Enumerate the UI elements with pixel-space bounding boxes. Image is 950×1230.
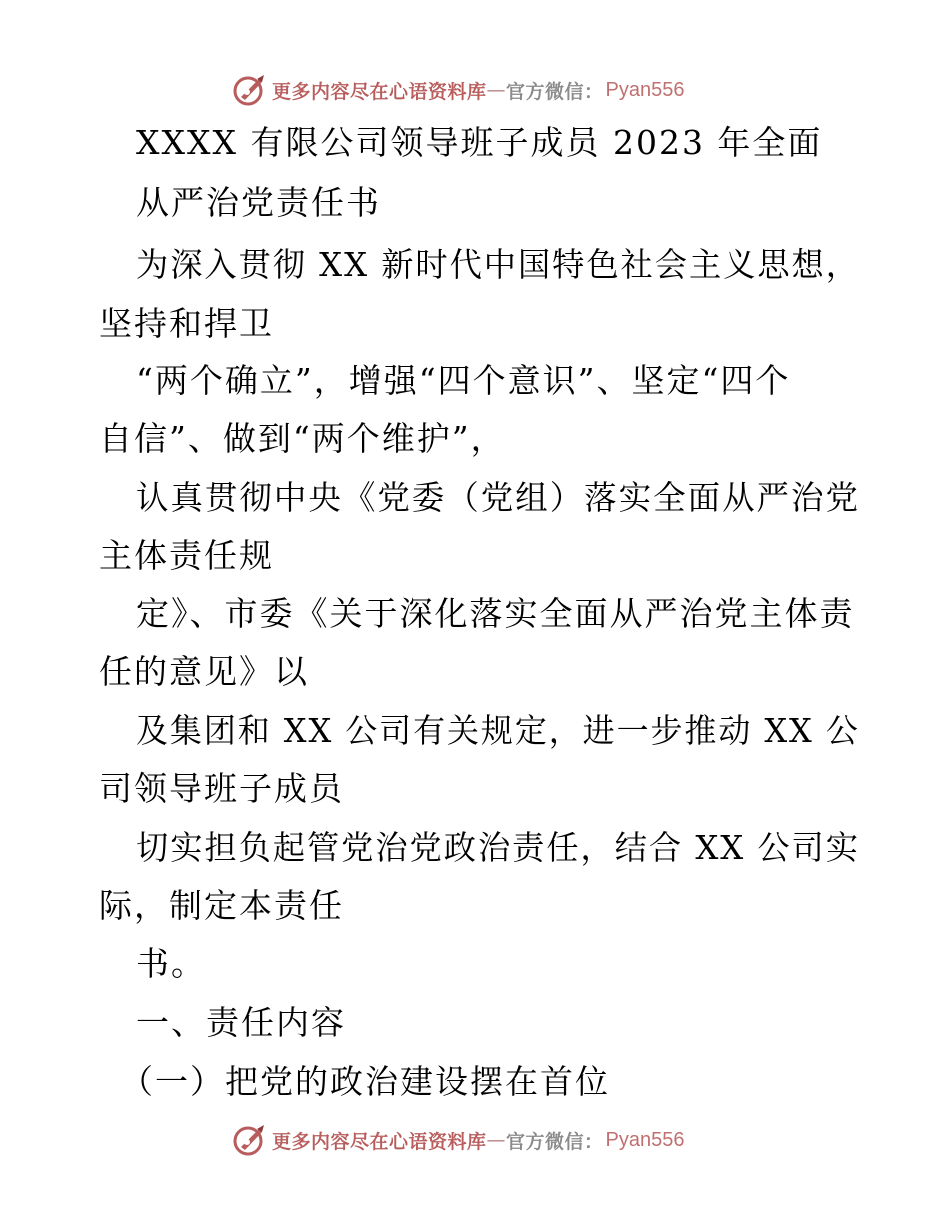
paragraph-line: 为深入贯彻 XX 新时代中国特色社会主义思想， (136, 245, 860, 284)
paragraph-line: 切实担负起管党治党政治责任，结合 XX 公司实 (136, 828, 860, 867)
watermark-account: Pyan556 (605, 1128, 685, 1151)
quill-logo-icon (232, 73, 266, 107)
paragraph-line: 认真贯彻中央《党委（党组）落实全面从严治党 (136, 478, 860, 517)
paragraph-line: 际，制定本责任 (99, 886, 344, 925)
paragraph-line: 及集团和 XX 公司有关规定，进一步推动 XX 公 (136, 711, 860, 750)
paragraph-line: 自信”、做到“两个维护”， (99, 419, 506, 458)
watermark-text-red: 更多内容尽在心语资料库 (272, 1130, 487, 1153)
paragraph-line: 坚持和捍卫 (99, 304, 274, 343)
subsection-heading: （一）把党的政治建设摆在首位 (120, 1062, 610, 1101)
title-line-1: XXXX 有限公司领导班子成员 2023 年全面 (136, 123, 823, 162)
paragraph-line: “两个确立”，增强“四个意识”、坚定“四个 (136, 361, 791, 400)
paragraph-line: 主体责任规 (99, 536, 274, 575)
title-line-2: 从严治党责任书 (136, 183, 381, 222)
watermark-dash: — (486, 79, 507, 101)
paragraph-line: 任的意见》以 (99, 652, 309, 691)
watermark-account: Pyan556 (605, 78, 685, 101)
quill-logo-icon (232, 1123, 266, 1157)
watermark-banner-top (232, 70, 685, 110)
paragraph-line: 定》、市委《关于深化落实全面从严治党主体责 (136, 594, 855, 633)
paragraph-line: 司领导班子成员 (99, 769, 344, 808)
watermark-text-gray: 官方微信： (506, 1130, 604, 1153)
watermark-text-gray: 官方微信： (506, 80, 604, 103)
watermark-text-red: 更多内容尽在心语资料库 (272, 80, 487, 103)
watermark-dash: — (486, 1129, 507, 1151)
paragraph-line: 书。 (136, 944, 206, 983)
watermark-banner-bottom (232, 1120, 685, 1160)
section-heading: 一、责任内容 (136, 1003, 346, 1042)
